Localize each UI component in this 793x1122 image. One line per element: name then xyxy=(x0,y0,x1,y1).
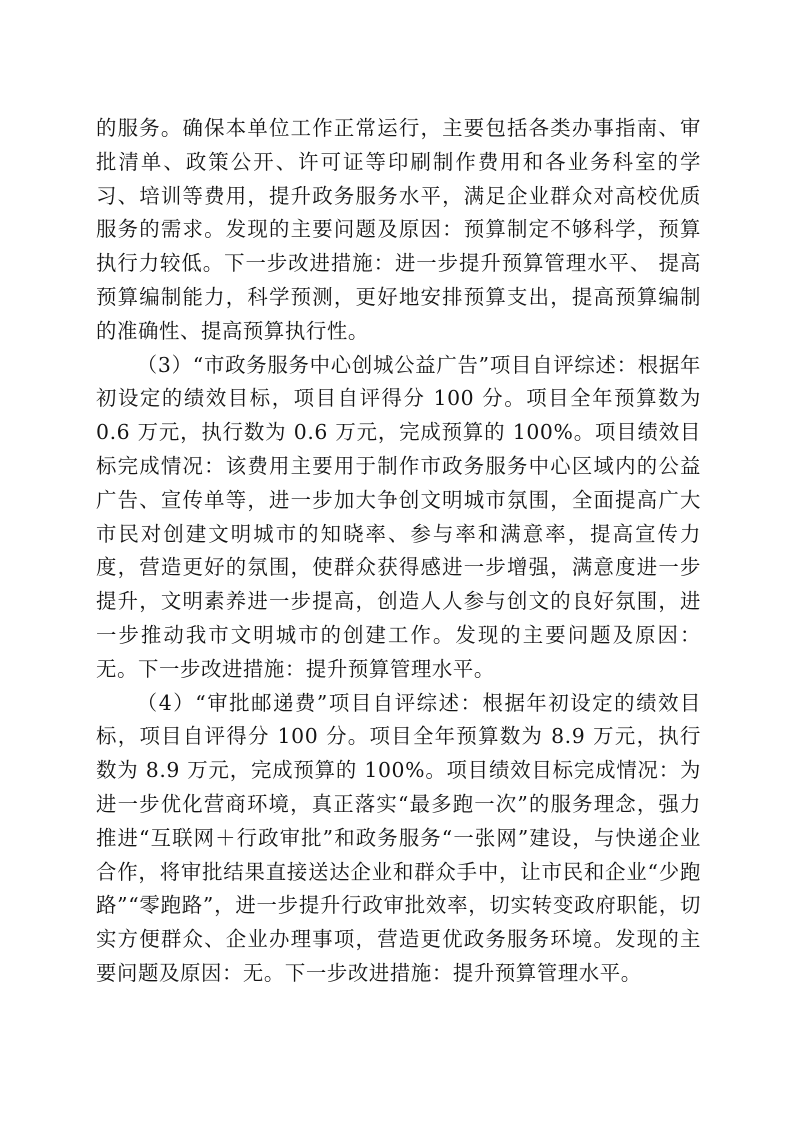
paragraph-item-3: （3）“市政务服务中心创城公益广告”项目自评综述：根据年初设定的绩效目标，项目自评得分 100 分。项目全年预算数为 0.6 万元，执行数为 0.6 万元，完成预算的 100%。项目绩效目标完成情况：该费用主要用于制作市政务服务中心区域内的公益广告、宣传单等，进一步加大争创文明城市氛围，全面提高广大市民对创建文明城市的知晓率、参与率和满意率，提高宣传力度，营造更好的氛围，使群众获得感进一步增强，满意度进一步提升，文明素养进一步提高，创造人人参与创文的良好氛围，进一步推动我市文明城市的创建工作。发现的主要问题及原因：无。下一步改进措施：提升预算管理水平。 xyxy=(96,352,701,681)
paragraph-continuation: 的服务。确保本单位工作正常运行，主要包括各类办事指南、审批清单、政策公开、许可证等印刷制作费用和各业务科室的学习、培训等费用，提升政务服务水平，满足企业群众对高校优质服务的需求。发现的主要问题及原因：预算制定不够科学，预算执行力较低。下一步改进措施：进一步提升预算管理水平、 提高预算编制能力，科学预测，更好地安排预算支出，提高预算编制的准确性、提高预算执行性。 xyxy=(96,116,701,343)
paragraph-item-4: （4）“审批邮递费”项目自评综述：根据年初设定的绩效目标，项目自评得分 100 分。项目全年预算数为 8.9 万元，执行数为 8.9 万元，完成预算的 100%。项目绩效目标完成情况：为进一步优化营商环境，真正落实“最多跑一次”的服务理念，强力推进“互联网＋行政审批”和政务服务“一张网”建设，与快递企业合作，将审批结果直接送达企业和群众手中，让市民和企业“少跑路”“零跑路”，进一步提升行政审批效率，切实转变政府职能，切实方便群众、企业办理事项，营造更优政务服务环境。发现的主要问题及原因：无。下一步改进措施：提升预算管理水平。 xyxy=(96,690,701,985)
document-page xyxy=(96,112,701,1092)
